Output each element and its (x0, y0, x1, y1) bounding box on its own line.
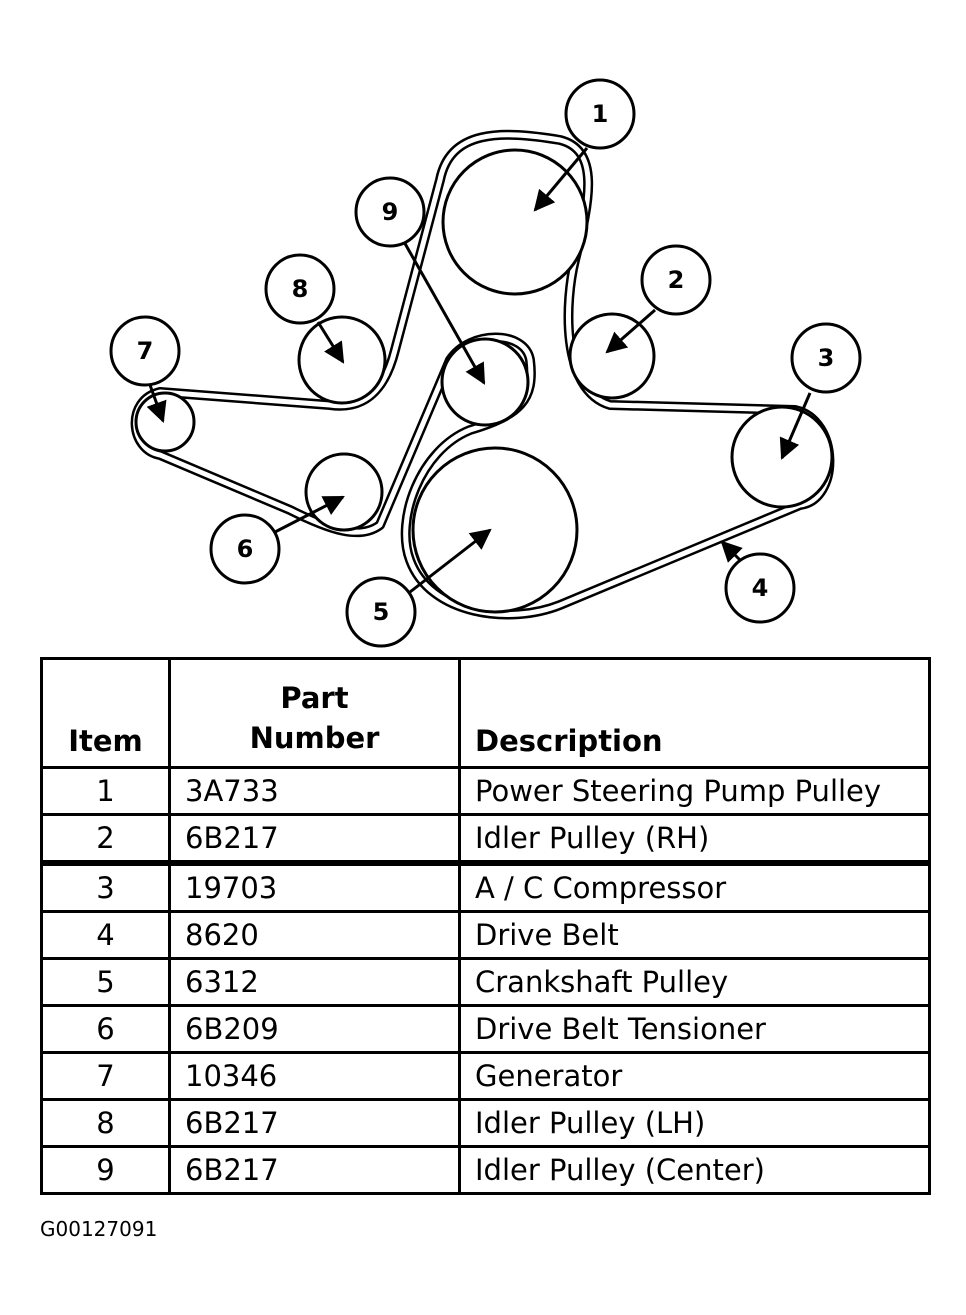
table-row (42, 1053, 930, 1100)
cell-item: 9 (42, 1147, 170, 1194)
table-header-row (42, 659, 930, 768)
callout-label-1: 1 (591, 100, 609, 128)
callout-label-7: 7 (136, 337, 154, 365)
cell-description: Crankshaft Pulley (460, 959, 930, 1006)
callout-label-8: 8 (291, 275, 309, 303)
cell-item: 2 (42, 815, 170, 864)
callout-label-6: 6 (236, 535, 254, 563)
header-description: Description (460, 659, 930, 768)
callout-label-4: 4 (751, 574, 769, 602)
header-part-number (170, 659, 460, 768)
cell-part-number: 6B217 (170, 815, 460, 864)
idler-pulley-rh (570, 314, 654, 398)
cell-description: Drive Belt Tensioner (460, 1006, 930, 1053)
crankshaft-pulley (413, 448, 577, 612)
table-row (42, 768, 930, 815)
cell-description: Generator (460, 1053, 930, 1100)
table-row (42, 912, 930, 959)
cell-part-number: 6B209 (170, 1006, 460, 1053)
figure-id: G00127091 (40, 1217, 158, 1241)
table-row (42, 815, 930, 864)
cell-description: Idler Pulley (Center) (460, 1147, 930, 1194)
cell-item: 3 (42, 863, 170, 912)
cell-part-number: 8620 (170, 912, 460, 959)
table-row (42, 1147, 930, 1194)
cell-part-number: 6B217 (170, 1100, 460, 1147)
tensioner-pulley (306, 454, 382, 530)
cell-item: 5 (42, 959, 170, 1006)
cell-item: 4 (42, 912, 170, 959)
table-row (42, 1100, 930, 1147)
cell-part-number: 6312 (170, 959, 460, 1006)
header-part-line1: Part (280, 681, 349, 715)
cell-part-number: 10346 (170, 1053, 460, 1100)
belt-routing-diagram (0, 0, 966, 650)
cell-part-number: 3A733 (170, 768, 460, 815)
table-row (42, 959, 930, 1006)
cell-description: Idler Pulley (RH) (460, 815, 930, 864)
cell-description: Idler Pulley (LH) (460, 1100, 930, 1147)
cell-description: A / C Compressor (460, 863, 930, 912)
callout-label-3: 3 (817, 344, 835, 372)
cell-description: Drive Belt (460, 912, 930, 959)
cell-part-number: 19703 (170, 863, 460, 912)
cell-item: 1 (42, 768, 170, 815)
table-row (42, 863, 930, 912)
callout-label-2: 2 (667, 266, 685, 294)
header-part-line2: Number (249, 721, 380, 755)
cell-item: 6 (42, 1006, 170, 1053)
cell-item: 8 (42, 1100, 170, 1147)
table-row (42, 1006, 930, 1053)
callout-label-5: 5 (372, 598, 390, 626)
callout-label-9: 9 (381, 198, 399, 226)
header-item: Item (42, 659, 170, 768)
parts-table (40, 657, 931, 1195)
cell-part-number: 6B217 (170, 1147, 460, 1194)
cell-description: Power Steering Pump Pulley (460, 768, 930, 815)
cell-item: 7 (42, 1053, 170, 1100)
generator-pulley (136, 393, 194, 451)
